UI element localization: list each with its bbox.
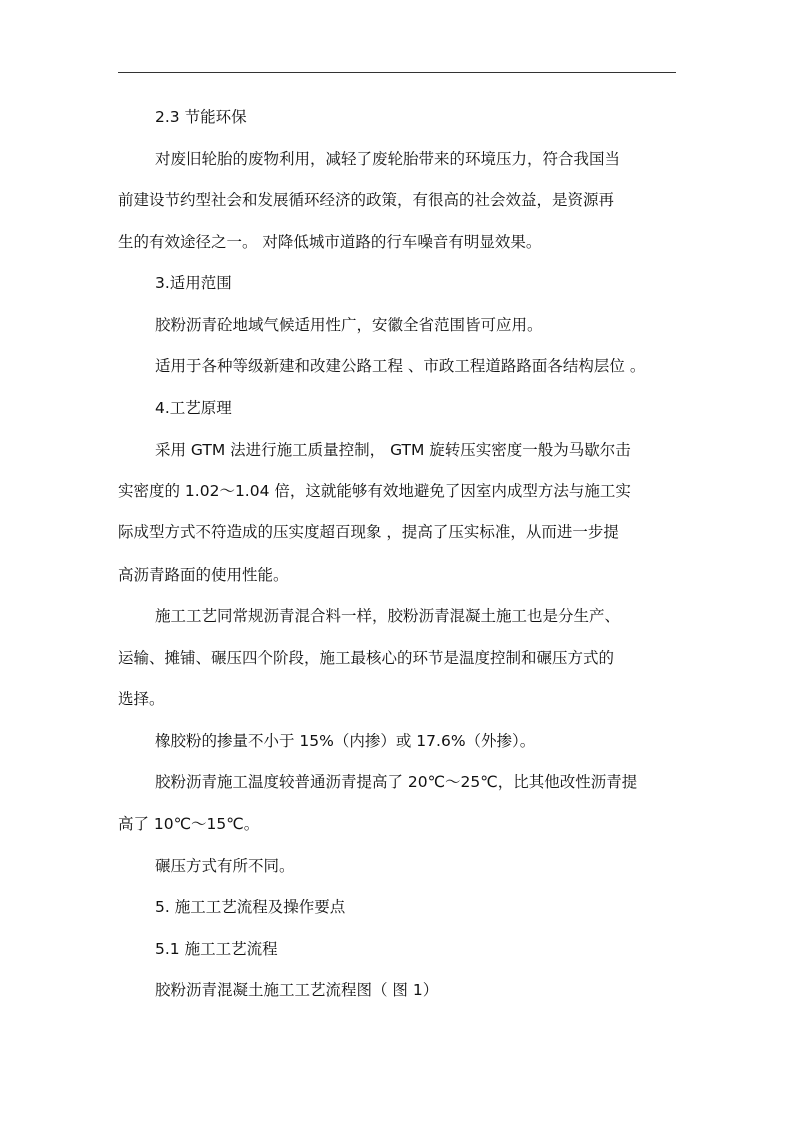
section-heading-5-1: 5.1 施工工艺流程 — [155, 940, 278, 958]
paragraph-line: 橡胶粉的掺量不小于 15%（内掺）或 17.6%（外掺）。 — [155, 732, 536, 750]
paragraph-line: 实密度的 1.02～1.04 倍，这就能够有效地避免了因室内成型方法与施工实 — [118, 482, 631, 500]
paragraph-line: 选择。 — [118, 690, 165, 708]
paragraph-line: 采用 GTM 法进行施工质量控制， GTM 旋转压实密度一般为马歇尔击 — [155, 441, 631, 459]
section-heading-2-3: 2.3 节能环保 — [155, 108, 247, 126]
section-heading-3: 3.适用范围 — [155, 274, 232, 292]
paragraph-line: 胶粉沥青施工温度较普通沥青提高了 20℃～25℃，比其他改性沥青提 — [155, 773, 638, 791]
paragraph-line: 运输、摊铺、碾压四个阶段，施工最核心的环节是温度控制和碾压方式的 — [118, 649, 615, 667]
section-heading-5: 5. 施工工艺流程及操作要点 — [155, 898, 346, 916]
paragraph-line: 胶粉沥青混凝土施工工艺流程图（ 图 1） — [155, 981, 439, 999]
paragraph-line: 施工工艺同常规沥青混合料一样，胶粉沥青混凝土施工也是分生产、 — [155, 607, 621, 625]
paragraph-line: 生的有效途径之一。 对降低城市道路的行车噪音有明显效果。 — [118, 233, 542, 251]
paragraph-line: 际成型方式不符造成的压实度超百现象 ，提高了压实标准，从而进一步提 — [118, 523, 619, 541]
section-heading-4: 4.工艺原理 — [155, 399, 232, 417]
paragraph-line: 适用于各种等级新建和改建公路工程 、市政工程道路路面各结构层位 。 — [155, 357, 646, 375]
paragraph-line: 高了 10℃～15℃。 — [118, 815, 260, 833]
paragraph-line: 对废旧轮胎的废物利用，减轻了废轮胎带来的环境压力，符合我国当 — [155, 150, 621, 168]
header-rule — [118, 72, 676, 73]
paragraph-line: 高沥青路面的使用性能。 — [118, 566, 289, 584]
paragraph-line: 胶粉沥青砼地域气候适用性广，安徽全省范围皆可应用。 — [155, 316, 543, 334]
paragraph-line: 碾压方式有所不同。 — [155, 857, 295, 875]
paragraph-line: 前建设节约型社会和发展循环经济的政策，有很高的社会效益，是资源再 — [118, 191, 615, 209]
